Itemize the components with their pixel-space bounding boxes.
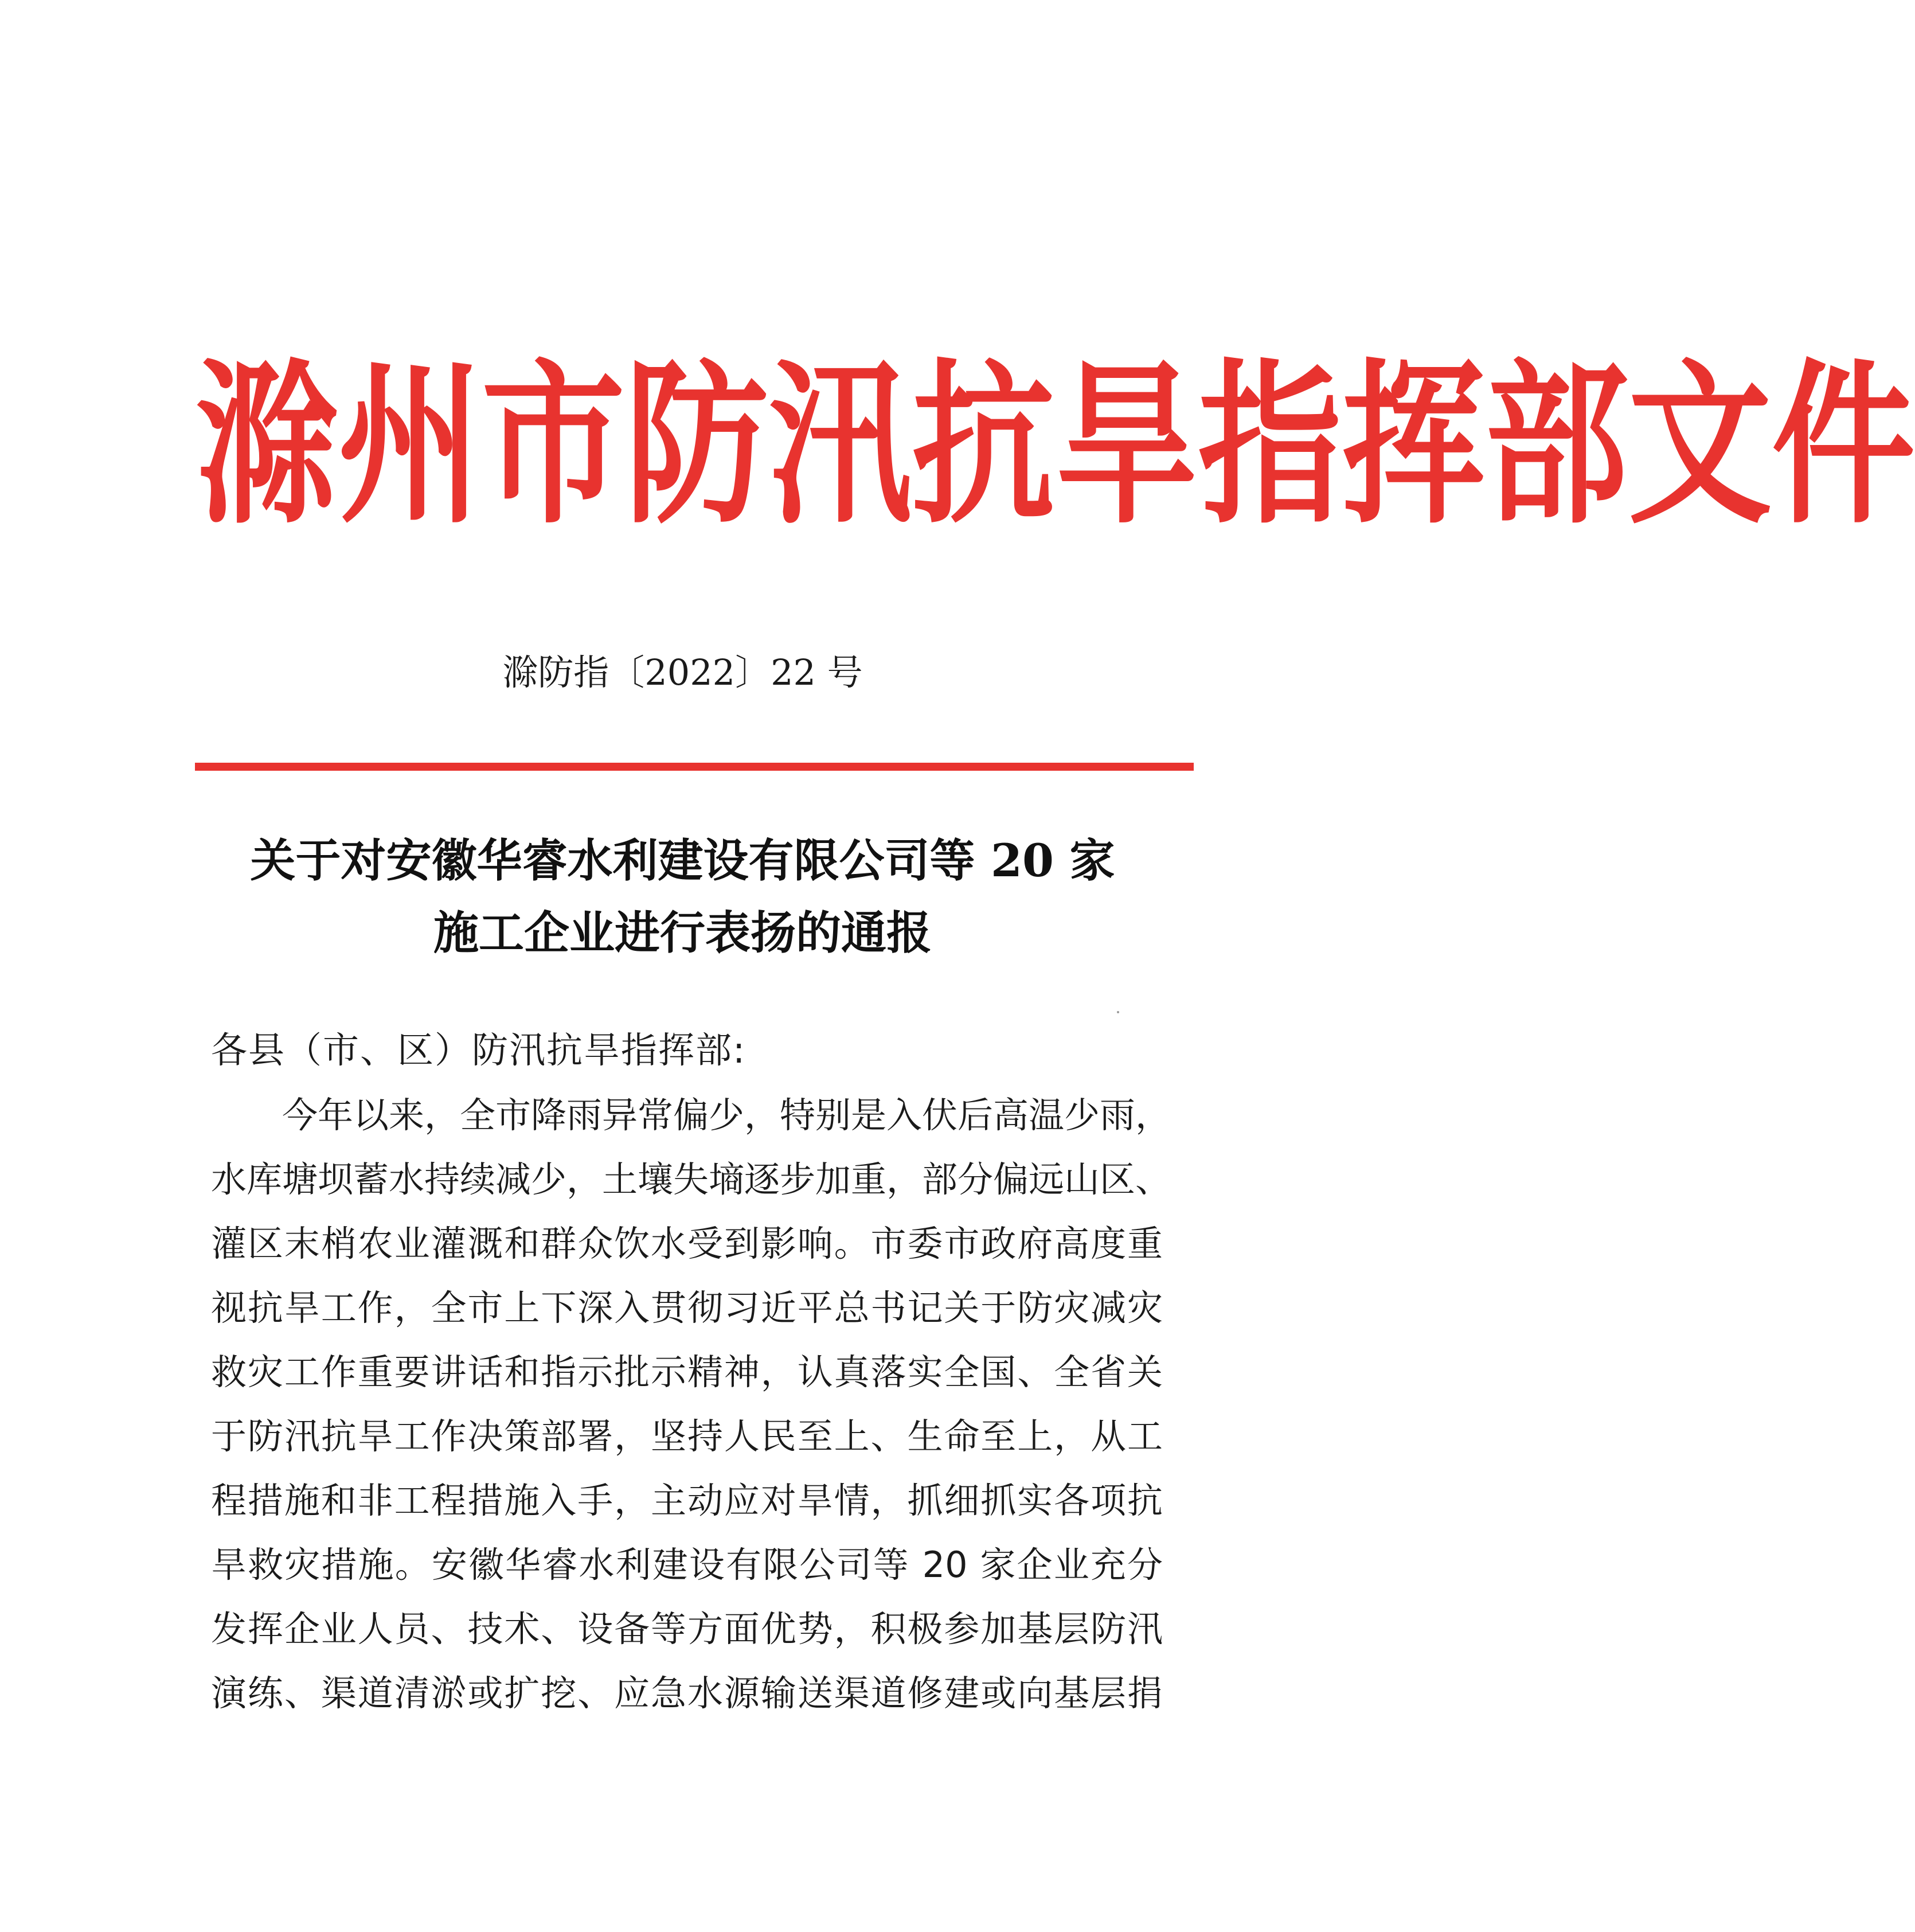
masthead-char: 市 (482, 341, 625, 548)
title-line-1: 关于对安徽华睿水利建设有限公司等 20 家 (250, 834, 1115, 887)
masthead-char: 部 (1485, 341, 1628, 548)
body-line: 视抗旱工作，全市上下深入贯彻习近平总书记关于防灾减灾 (211, 1287, 1163, 1329)
body-line: 于防汛抗旱工作决策部署，坚持人民至上、生命至上，从工 (211, 1415, 1163, 1457)
document-number: 滁防指〔2022〕22 号 (502, 651, 863, 693)
masthead-char: 州 (338, 341, 482, 548)
scan-speck (1117, 1011, 1119, 1013)
salutation: 各县（市、区）防汛抗旱指挥部: (211, 1029, 747, 1071)
masthead-char: 抗 (912, 341, 1055, 548)
masthead-char: 件 (1772, 341, 1915, 548)
body-line: 救灾工作重要讲话和指示批示精神，认真落实全国、全省关 (211, 1351, 1163, 1393)
document-title (0, 825, 1365, 969)
body-line: 水库塘坝蓄水持续减少，土壤失墒逐步加重，部分偏远山区、 (211, 1158, 1171, 1200)
body-line: 今年以来，全市降雨异常偏少，特别是入伏后高温少雨， (282, 1094, 1171, 1136)
masthead-char: 滁 (195, 341, 338, 548)
body-line: 灌区末梢农业灌溉和群众饮水受到影响。市委市政府高度重 (211, 1223, 1163, 1264)
red-divider-line (195, 763, 1194, 771)
title-line-2: 施工企业进行表扬的通报 (433, 906, 932, 959)
body-line: 演练、渠道清淤或扩挖、应急水源输送渠道修建或向基层捐 (211, 1672, 1163, 1714)
masthead-title (195, 341, 1915, 548)
masthead-char: 旱 (1055, 341, 1198, 548)
body-paragraph (211, 1083, 1171, 1726)
body-line: 旱救灾措施。安徽华睿水利建设有限公司等 20 家企业充分 (211, 1544, 1163, 1586)
masthead-char: 汛 (768, 341, 912, 548)
masthead-char: 文 (1628, 341, 1772, 548)
masthead-char: 挥 (1342, 341, 1485, 548)
masthead-char: 防 (625, 341, 768, 548)
body-line: 程措施和非工程措施入手，主动应对旱情，抓细抓实各项抗 (211, 1480, 1163, 1521)
masthead-char: 指 (1198, 341, 1342, 548)
body-line: 发挥企业人员、技术、设备等方面优势，积极参加基层防汛 (211, 1608, 1163, 1650)
